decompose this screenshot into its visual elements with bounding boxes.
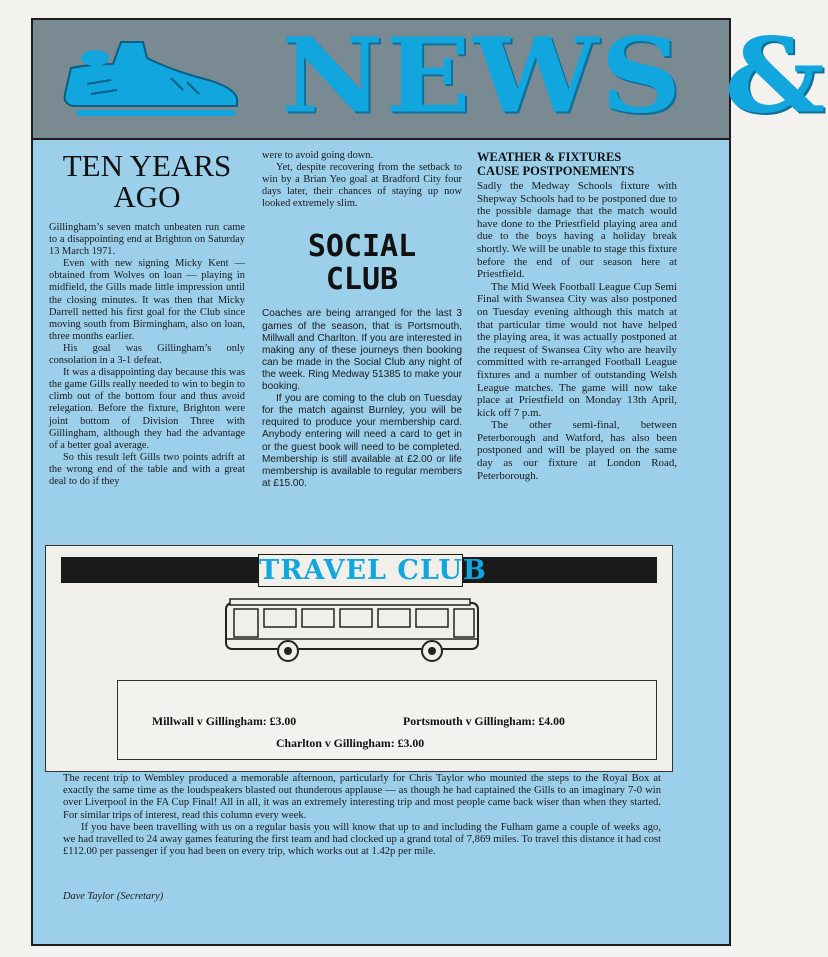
news-banner [31, 15, 828, 140]
ten-years-para-1: Gillingham’s seven match unbeaten run came to a disappointing end at Brighton on Saturday 13 March 1971. [49, 222, 245, 258]
weather-column [477, 150, 677, 482]
weather-heading-1: WEATHER & FIXTURES [477, 150, 622, 164]
ten-years-para-3: His goal was Gillingham’s only consolation in a 3-1 defeat. [49, 342, 245, 367]
ten-years-continued-para: Yet, despite recovering from the setback to win by a Brian Yeo goal at Bradford City four days later, their chances of staying up now looked extremely slim. [262, 162, 462, 210]
ten-years-heading: TEN YEARS AGO [62, 148, 232, 214]
weather-para-3: The other semi-final, between Peterborough and Watford, has also been postponed and will be played on the same day as our fixture at London Road, Peterborough. [477, 419, 677, 482]
social-club-heading-2: CLUB [325, 262, 399, 298]
social-club-heading-1: SOCIAL [307, 229, 417, 265]
weather-para-1: Sadly the Medway Schools fixture with Shepway Schools had to be postponed due to the possible damage that the match would have done to the Priestfield playing area and due to the boys having a holiday break shortly. We will be unable to stage this fixture before the end of our season here at Priestfield. [477, 180, 677, 281]
ten-years-para-2: Even with new signing Micky Kent — obtained from Wolves on loan — playing in midfield, the Gills made little impression until the closing minutes. It was then that Micky Darrell netted his first goal for the Club since moving south from Birmingham, also on loan, three months earlier. [49, 258, 245, 342]
travel-para-1: The recent trip to Wembley produced a memorable afternoon, particularly for Chris Taylor who mounted the steps to the Royal Box at exactly the same time as the loudspeakers blasted out thunderous applause — as though he had captained the Gills to an imaginary 7-0 win over Liverpool in the FA Cup Final! All in all, it was an extremely interesting trip and most people came back wiser than when they started. For similar trips of interest, read this column every week. [63, 773, 661, 821]
fare-portsmouth: Portsmouth v Gillingham: £4.00 [403, 714, 565, 728]
fare-charlton: Charlton v Gillingham: £3.00 [276, 736, 425, 750]
bus-icon [222, 595, 488, 667]
weather-para-2: The Mid Week Football League Cup Semi Final with Swansea City was also postponed on Tuesday evening although this match at that particular time would not have helped the playing area, it was actually postponed at the request of Swansea City who are heavily committed with re-arranged Football League fixtures and a number of outstanding Welsh League matches. The game will now take place at Priestfield on Monday 13th April, kick off 7 p.m. [477, 280, 677, 419]
weather-heading-2: CAUSE POSTPONEMENTS [477, 164, 635, 178]
travel-para-2: If you have been travelling with us on a regular basis you will know that up to and including the Fulham game a couple of weeks ago, we had travelled to 24 away games featuring the first team and had clocked up a grand total of 7,869 miles. To travel this distance it had cost £112.00 per passenger if you had been on every trip, which works out at 1.42p per mile. [63, 821, 661, 858]
ten-years-continued: were to avoid going down. [262, 150, 374, 161]
banner-title: NEWS & [281, 15, 828, 137]
travel-club-title: TRAVEL CLUB [259, 555, 487, 586]
ten-years-para-5: So this result left Gills two points adrift at the wrong end of the table and with a great deal to do if they [49, 451, 245, 487]
middle-column [262, 150, 462, 490]
ten-years-column [49, 150, 245, 488]
social-club-para-1: Coaches are being arranged for the last 3 games of the season, that is Portsmouth, Millwall and Charlton. If you are interested in making any of these journeys then booking can be made in the Social Club any night of the week. Ring Medway 51385 to make your booking. [262, 308, 462, 393]
fares-panel [117, 680, 657, 760]
travel-signature: Dave Taylor (Secretary) [63, 891, 164, 902]
social-club-para-2: If you are coming to the club on Tuesday for the match against Burnley, you will be required to produce your membership card. Anybody entering will need a card to get in or the guest book will need to be completed. Membership is still available at £2.00 or life membership is available to regular members at £15.00. [262, 393, 462, 489]
travel-club-text [63, 773, 661, 858]
boot-icon [51, 28, 251, 128]
ten-years-para-4: It was a disappointing day because this was the game Gills really needed to win to begin to climb out of the bottom four and thus avoid relegation. Before the fixture, Brighton were joint bottom of Division Three with Gillingham, although they had the advantage of a better goal average. [49, 367, 245, 451]
fare-millwall: Millwall v Gillingham: £3.00 [152, 714, 297, 728]
